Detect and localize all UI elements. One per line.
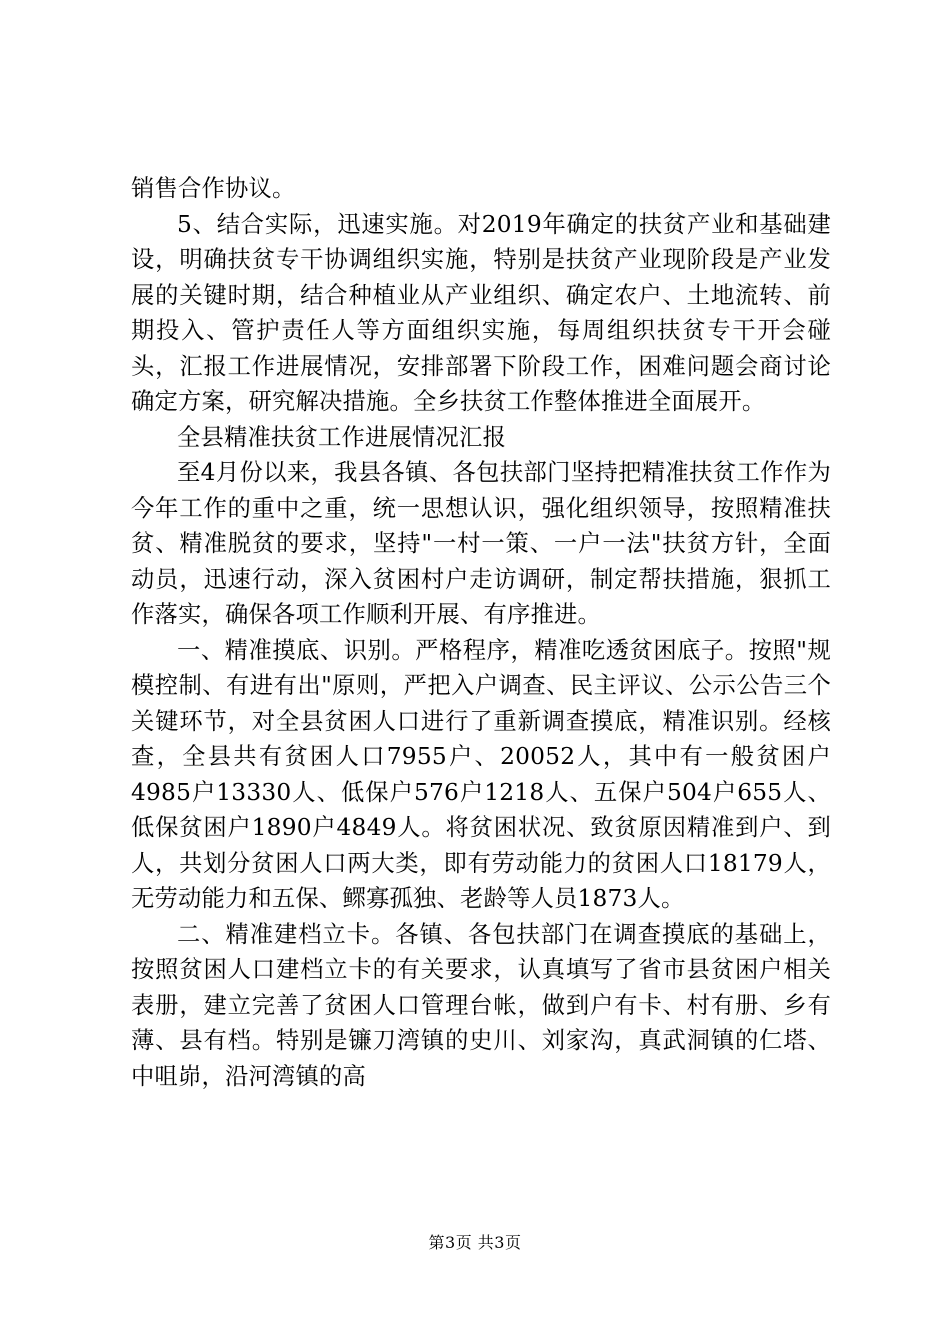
page-number-footer: 第3页 共3页 <box>428 1233 522 1252</box>
paragraph: 二、精准建档立卡。各镇、各包扶部门在调查摸底的基础上，按照贫困人口建档立卡的有关要求，认真填写了省市县贫困户相关表册，建立完善了贫困人口管理台帐，做到户有卡、村有册、乡有薄、县有档。特别是镰刀湾镇的史川、刘家沟，真武洞镇的仁塔、中咀峁，沿河湾镇的高 <box>131 920 831 1090</box>
paragraph: 至4月份以来，我县各镇、各包扶部门坚持把精准扶贫工作作为今年工作的重中之重，统一思想认识，强化组织领导，按照精准扶贫、精准脱贫的要求，坚持"一村一策、一户一法"扶贫方针，全面动员，迅速行动，深入贫困村户走访调研，制定帮扶措施，狠抓工作落实，确保各项工作顺利开展、有序推进。 <box>131 459 831 628</box>
paragraph: 一、精准摸底、识别。严格程序，精准吃透贫困底子。按照"规模控制、有进有出"原则，严把入户调查、民主评议、公示公告三个关键环节，对全县贫困人口进行了重新调查摸底，精准识别。经核查，全县共有贫困人口7955户、20052人，其中有一般贫困户4985户13330人、低保户576户1218人、五保户504户655人、低保贫困户1890户4849人。将贫困状况、致贫原因精准到户、到人，共划分贫困人口两大类，即有劳动能力的贫困人口18179人，无劳动能力和五保、鳏寡孤独、老龄等人员1873人。 <box>131 636 831 912</box>
paragraph: 销售合作协议。 <box>131 175 296 202</box>
section-title: 全县精准扶贫工作进展情况汇报 <box>177 423 506 451</box>
document-body <box>131 171 831 1094</box>
paragraph: 5、结合实际，迅速实施。对2019年确定的扶贫产业和基础建设，明确扶贫专干协调组织实施，特别是扶贫产业现阶段是产业发展的关键时期，结合种植业从产业组织、确定农户、土地流转、前期投入、管护责任人等方面组织实施，每周组织扶贫专干开会碰头，汇报工作进展情况，安排部署下阶段工作，困难问题会商讨论确定方案，研究解决措施。全乡扶贫工作整体推进全面展开。 <box>131 210 831 415</box>
